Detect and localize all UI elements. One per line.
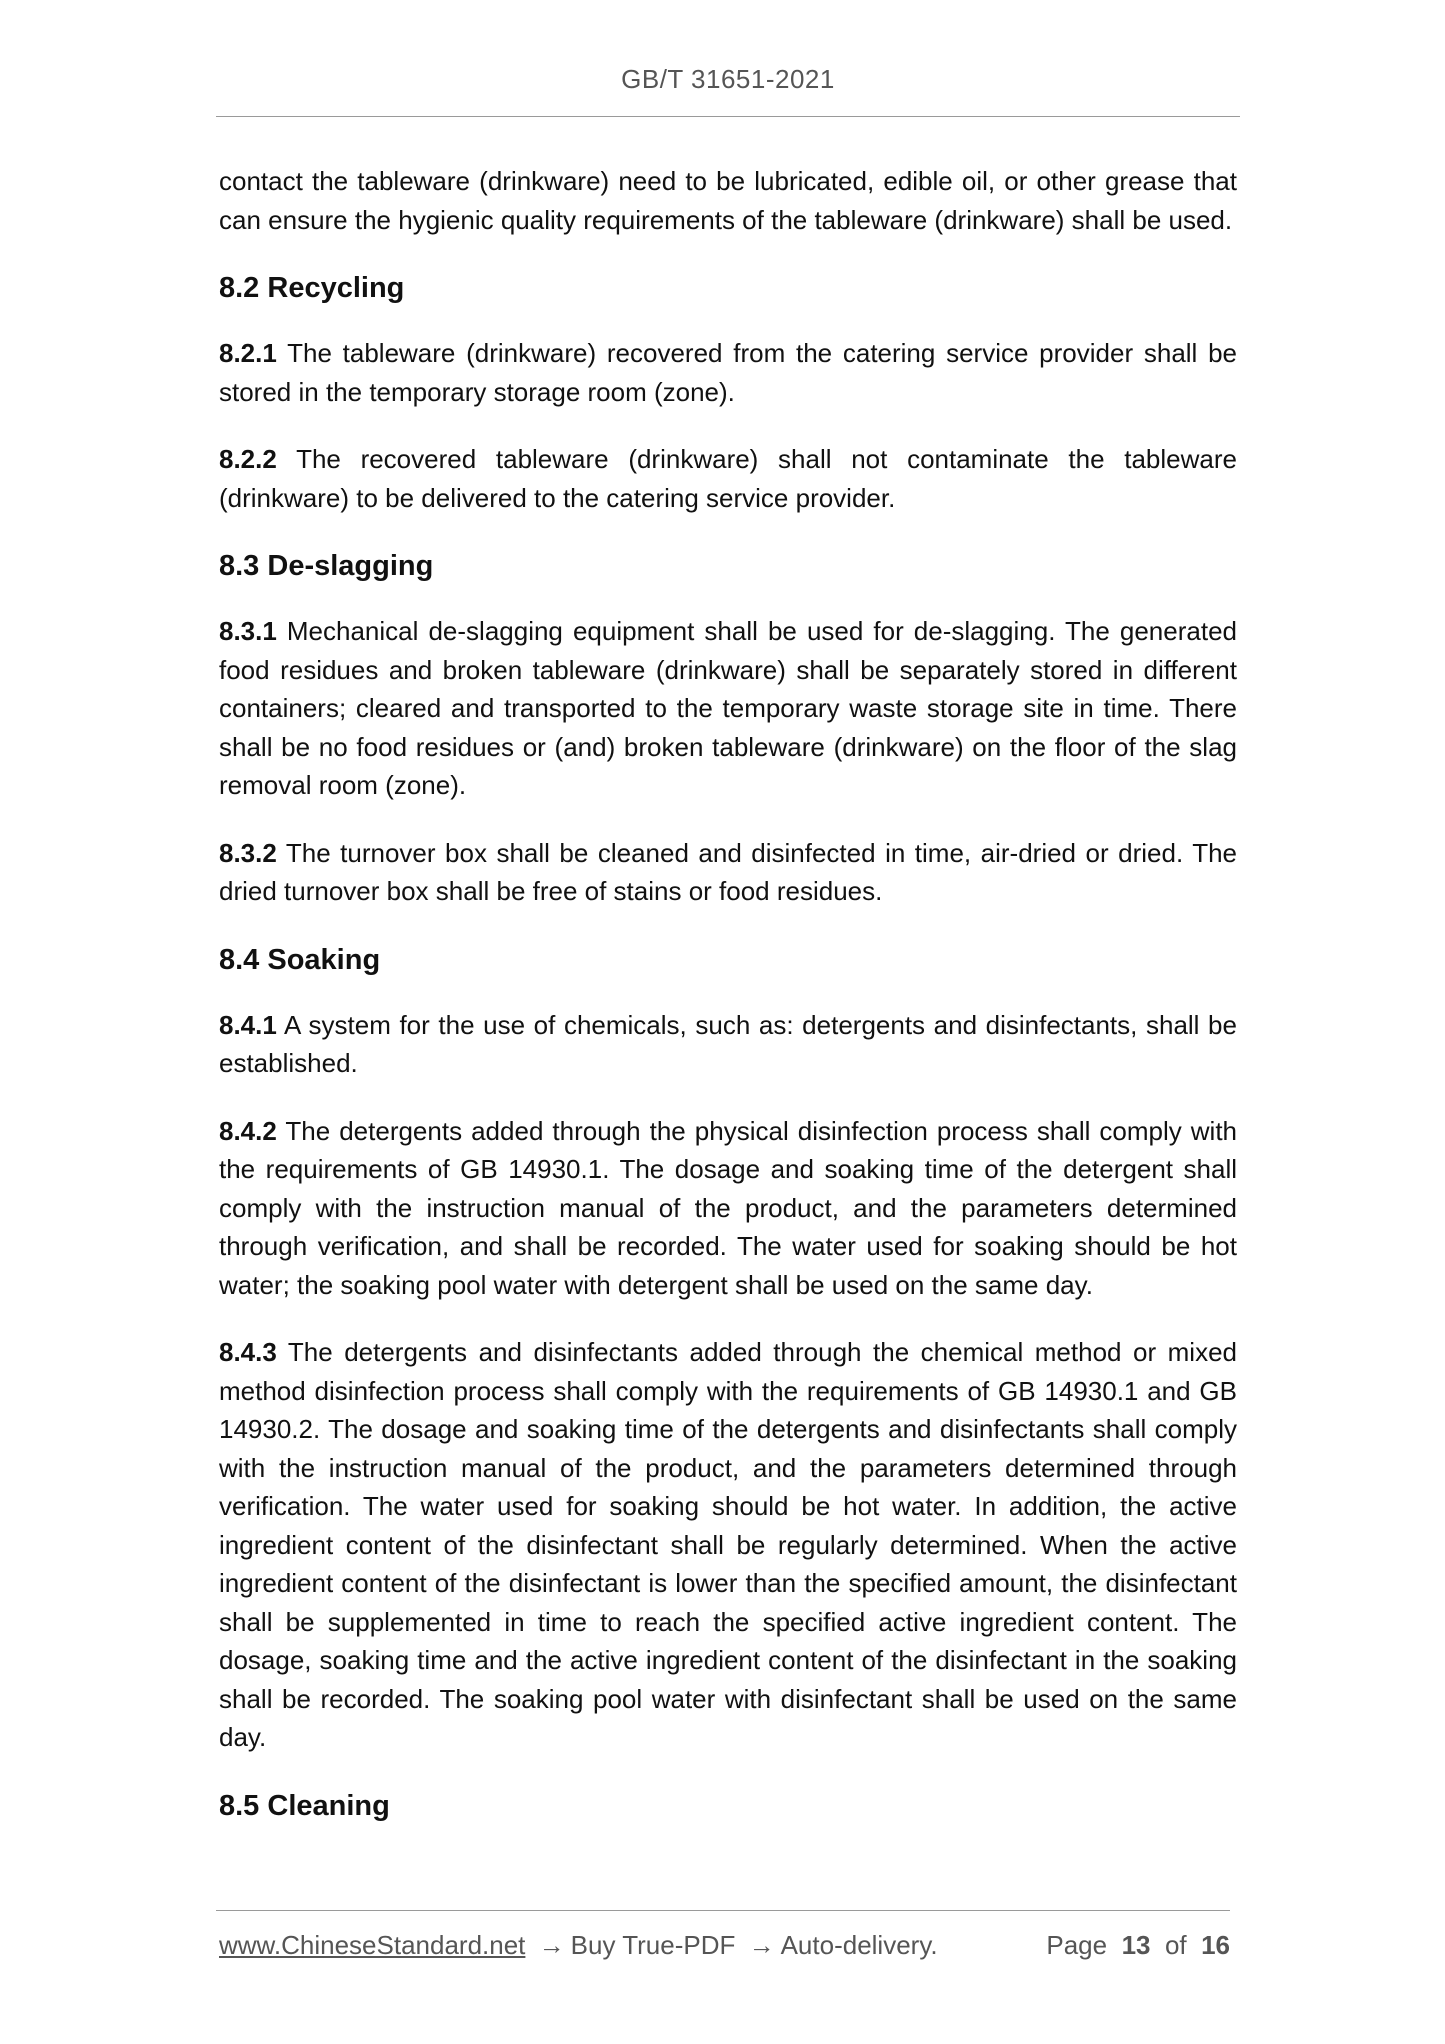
arrow-right-icon: → [538, 1930, 565, 1960]
section-heading-8-3: 8.3 De-slagging [219, 550, 434, 582]
document-code-header: GB/T 31651-2021 [621, 64, 835, 94]
clause-text: A system for the use of chemicals, such as: detergents and disinfectants, shall be established. [219, 1009, 1237, 1078]
clause-8-2-1 [219, 334, 1237, 411]
clause-text: The tableware (drinkware) recovered from the catering service provider shall be stored in the temporary storage room (zone). [219, 338, 1237, 407]
clause-number: 8.4.3 [219, 1337, 277, 1367]
page-of-label: of [1164, 1930, 1187, 1960]
footer-step-buy: Buy True-PDF [570, 1930, 736, 1960]
clause-text: The turnover box shall be cleaned and disinfected in time, air-dried or dried. The dried turnover box shall be free of stains or food residues. [219, 837, 1237, 906]
footer-divider [216, 1910, 1230, 1911]
arrow-right-icon: → [748, 1930, 775, 1960]
header-divider [216, 116, 1240, 117]
clause-number: 8.2.1 [219, 338, 277, 368]
page-current: 13 [1121, 1930, 1151, 1960]
clause-number: 8.4.2 [219, 1115, 277, 1146]
clause-8-2-2 [219, 440, 1237, 517]
clause-8-4-3 [219, 1333, 1237, 1757]
clause-8-3-1 [219, 612, 1237, 805]
clause-number: 8.4.1 [219, 1009, 277, 1040]
clause-number: 8.3.1 [219, 616, 277, 646]
section-heading-8-2: 8.2 Recycling [219, 272, 405, 304]
clause-text: Mechanical de-slagging equipment shall be used for de-slagging. The generated food residues and broken tableware (drinkware) shall be separately stored in different containers; cleared and transported to the temporary waste storage site in time. There shall be no food residues or (and) broken tableware (drinkware) on the floor of the slag removal room (zone). [219, 616, 1237, 800]
clause-8-4-1 [219, 1006, 1237, 1083]
page-footer [219, 1930, 1230, 1961]
document-body [219, 162, 1237, 1852]
page-total: 16 [1201, 1930, 1230, 1960]
section-heading-8-5: 8.5 Cleaning [219, 1789, 390, 1822]
footer-promo [219, 1930, 938, 1961]
website-link[interactable]: www.ChineseStandard.net [219, 1930, 526, 1960]
page-counter [1046, 1930, 1230, 1961]
clause-8-3-2 [219, 834, 1237, 911]
page-label: Page [1046, 1930, 1108, 1960]
clause-8-4-2 [219, 1112, 1237, 1305]
paragraph-continuation: contact the tableware (drinkware) need to be lubricated, edible oil, or other grease that can ensure the hygienic quality requirements of the tableware (drinkware) shall be used. [219, 166, 1237, 235]
clause-text: The detergents added through the physical disinfection process shall comply with the requirements of GB 14930.1. The dosage and soaking time of the detergent shall comply with the instruction manual of the product, and the parameters determined through verification, and shall be recorded. The water used for soaking should be hot water; the soaking pool water with detergent shall be used on the same day. [219, 1115, 1237, 1300]
section-heading-8-4: 8.4 Soaking [219, 943, 381, 976]
clause-number: 8.3.2 [219, 837, 277, 868]
footer-step-delivery: Auto-delivery. [780, 1930, 938, 1960]
clause-number: 8.2.2 [219, 444, 277, 474]
clause-text: The recovered tableware (drinkware) shall not contaminate the tableware (drinkware) to be delivered to the catering service provider. [219, 444, 1237, 513]
clause-text: The detergents and disinfectants added through the chemical method or mixed method disinfection process shall comply with the requirements of GB 14930.1 and GB 14930.2. The dosage and soaking time of the detergents and disinfectants shall comply with the instruction manual of the product, and the parameters determined through verification. The water used for soaking should be hot water. In addition, the active ingredient content of the disinfectant shall be regularly determined. When the active ingredient content of the disinfectant is lower than the specified amount, the disinfectant shall be supplemented in time to reach the specified active ingredient content. The dosage, soaking time and the active ingredient content of the disinfectant in the soaking shall be recorded. The soaking pool water with disinfectant shall be used on the same day. [219, 1337, 1237, 1752]
